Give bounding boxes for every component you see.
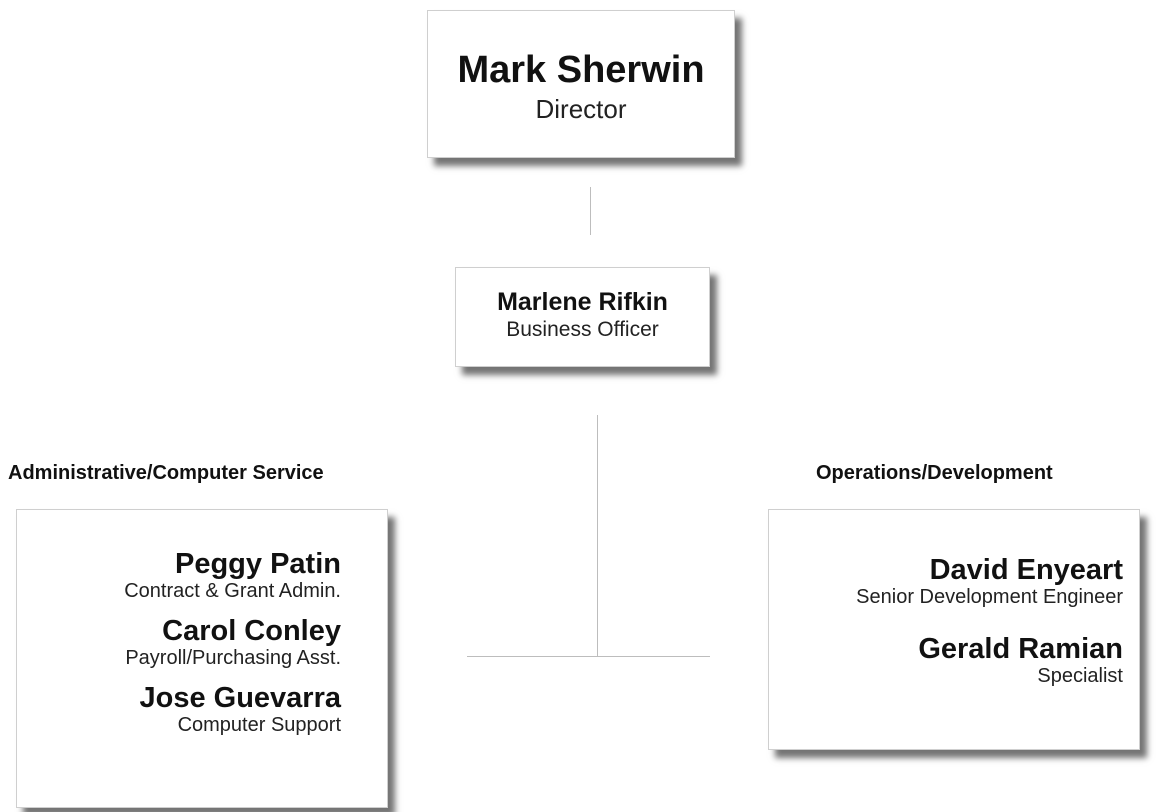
member-name: Carol Conley (162, 615, 341, 647)
member-name: Jose Guevarra (139, 682, 341, 714)
group-label-operations: Operations/Development (816, 462, 1053, 484)
director-name: Mark Sherwin (457, 49, 705, 91)
member-title: Specialist (1037, 665, 1123, 687)
member-title: Senior Development Engineer (856, 586, 1123, 608)
member-title: Payroll/Purchasing Asst. (125, 647, 341, 669)
connector-director-officer (590, 187, 591, 235)
member-name: David Enyeart (929, 554, 1123, 586)
director-node (427, 10, 735, 158)
connector-groups-horizontal (467, 656, 710, 657)
business-officer-node (455, 267, 710, 367)
director-title: Director (535, 94, 627, 124)
member-title: Contract & Grant Admin. (124, 580, 341, 602)
member-card (17, 615, 341, 669)
operations-group-node (768, 509, 1140, 750)
member-title: Computer Support (177, 714, 341, 736)
member-card (17, 548, 341, 602)
connector-officer-groups-vertical (597, 415, 598, 657)
member-card (769, 633, 1123, 687)
business-officer-name: Marlene Rifkin (497, 288, 668, 316)
member-card (17, 682, 341, 736)
member-card (769, 554, 1123, 608)
business-officer-title: Business Officer (506, 318, 659, 341)
group-label-admin: Administrative/Computer Service (8, 462, 324, 484)
member-name: Peggy Patin (175, 548, 341, 580)
member-name: Gerald Ramian (918, 633, 1123, 665)
admin-group-node (16, 509, 388, 808)
